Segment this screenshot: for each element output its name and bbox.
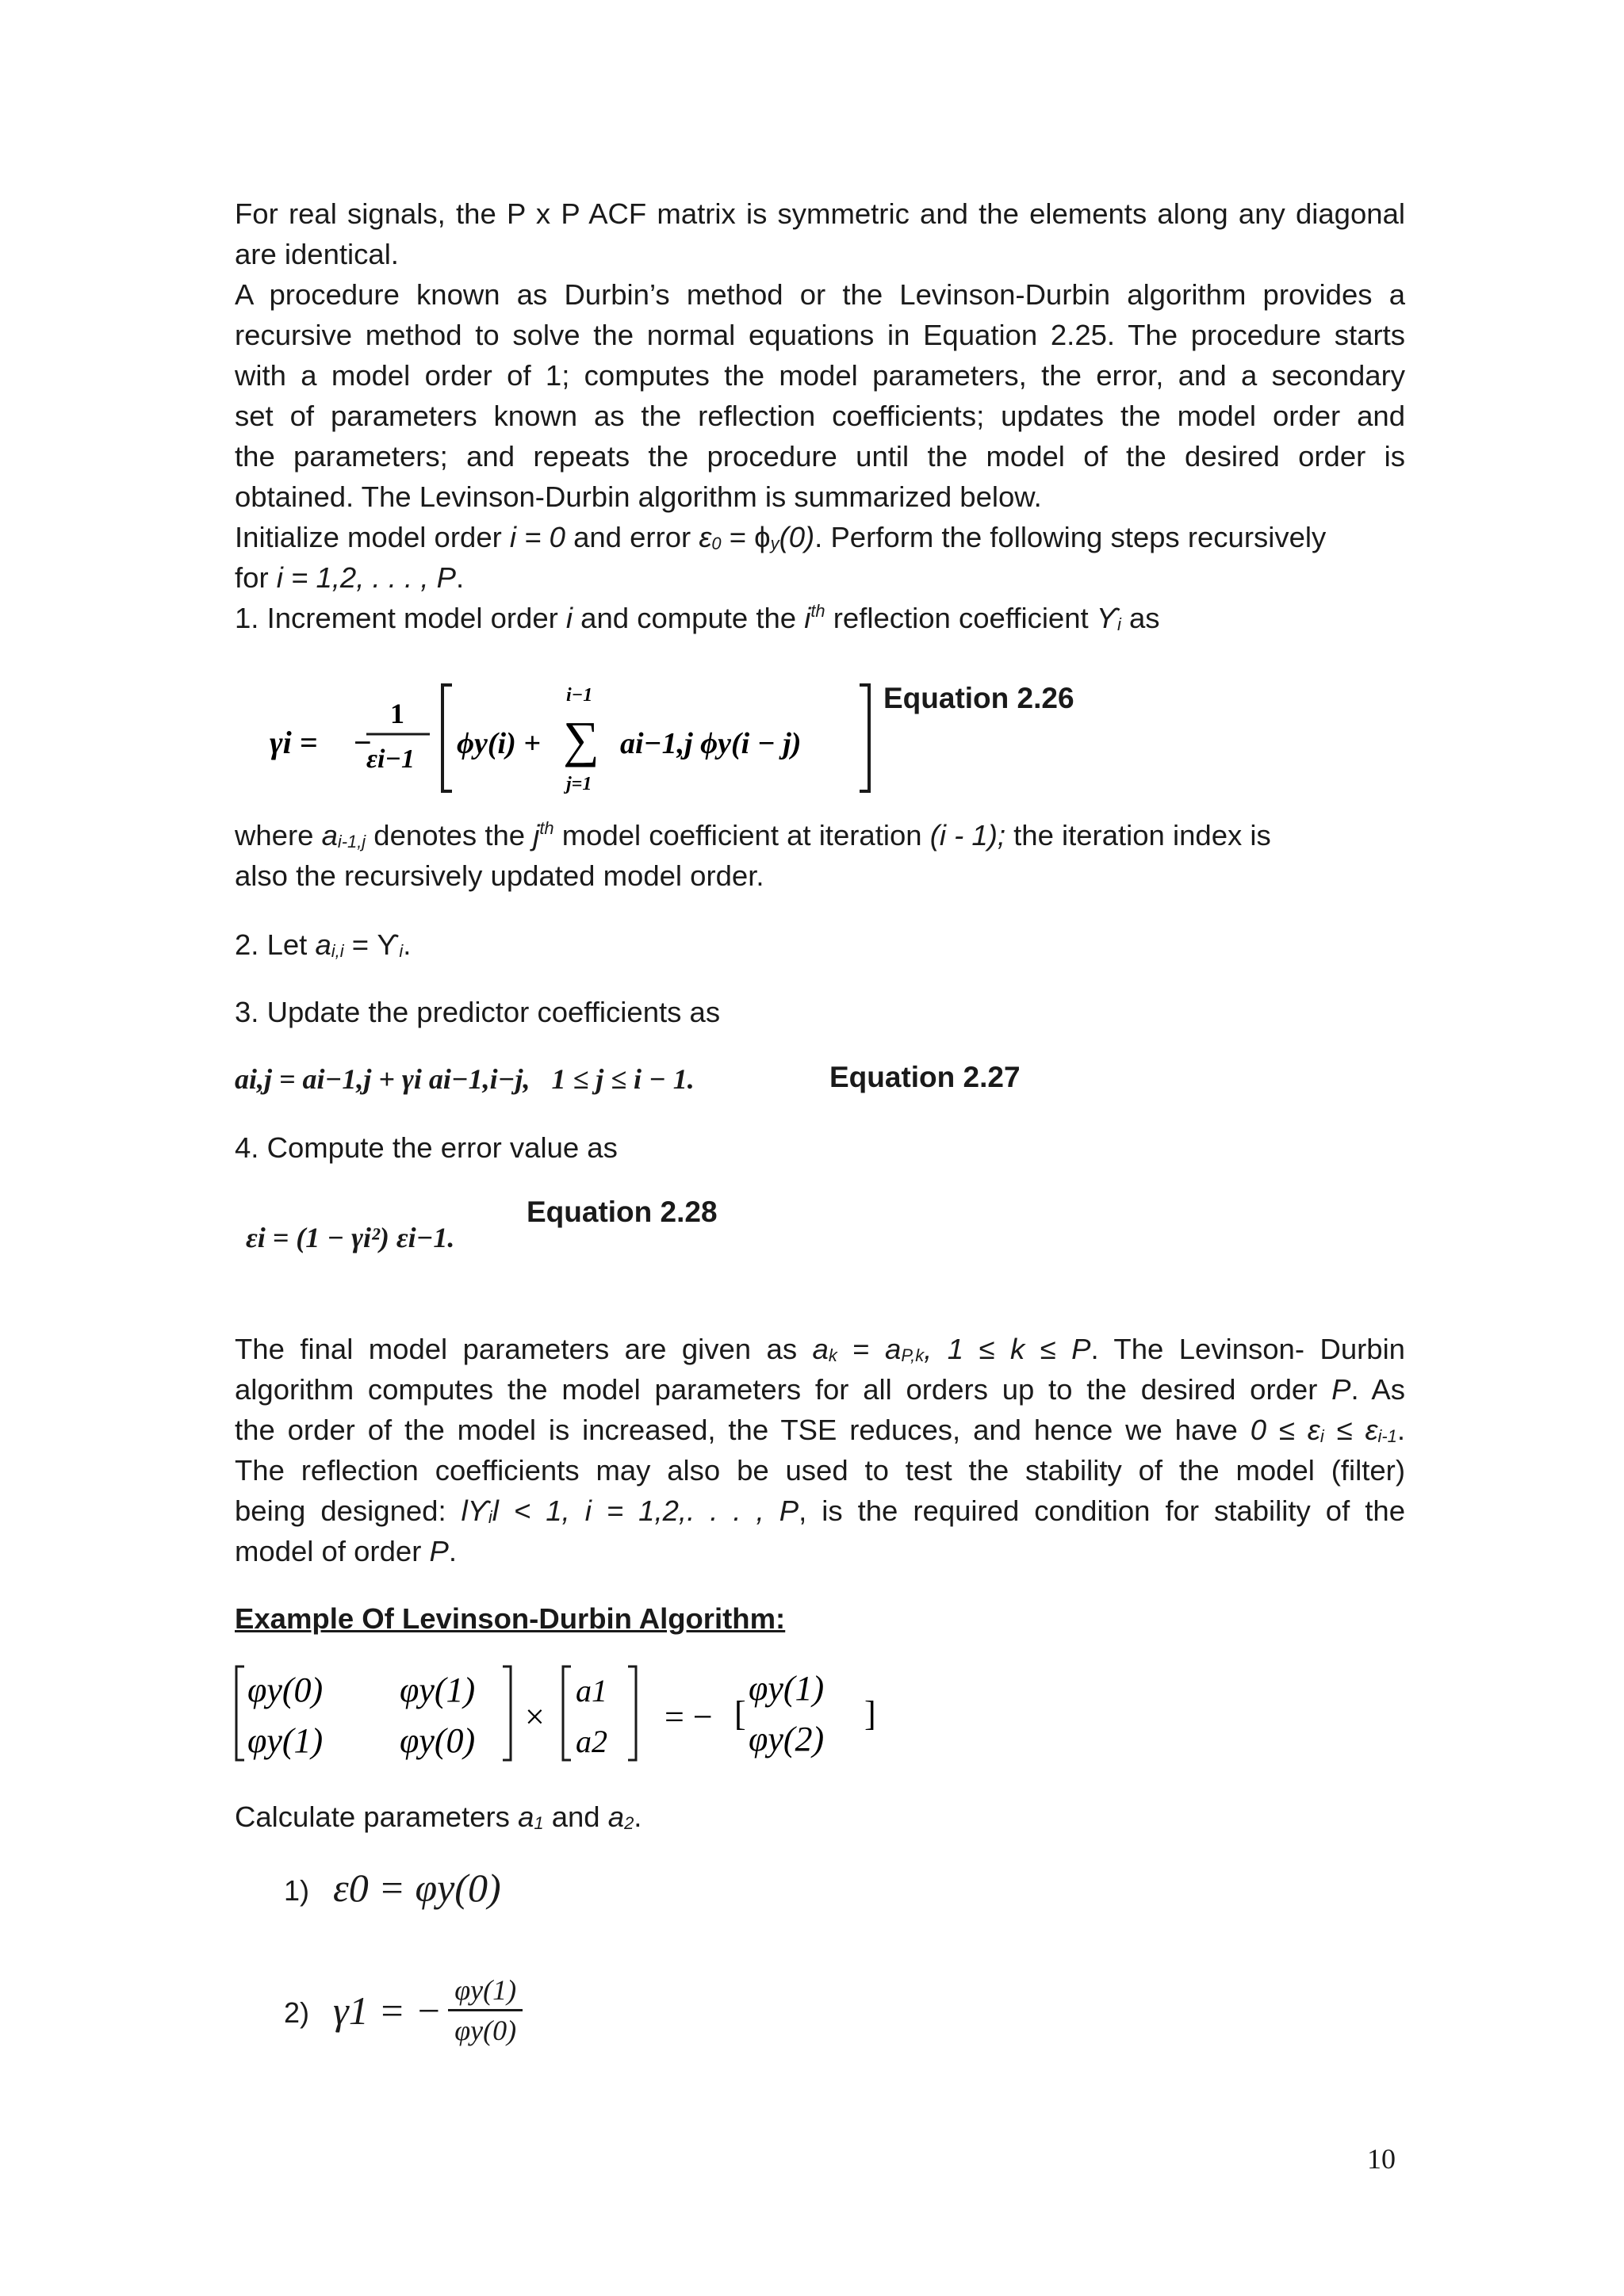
equation-label: Equation 2.26 xyxy=(883,682,1074,714)
subscript: i xyxy=(399,941,404,961)
subscript: 2 xyxy=(624,1813,634,1833)
eq-minus: − xyxy=(354,725,372,760)
text: being designed: xyxy=(235,1494,462,1527)
text-line: set of parameters known as the reflection coefficients; updates the model order and xyxy=(235,400,1405,432)
equation-2-27: ai,j = ai−1,j + γi ai−1,i−j, 1 ≤ j ≤ i − 1. xyxy=(235,1063,695,1095)
eq-sum-upper: i−1 xyxy=(566,685,593,706)
eq-sum-lower: j=1 xyxy=(566,774,592,794)
eq-frac-num: 1 xyxy=(390,698,404,729)
math-text: i xyxy=(804,602,811,634)
fraction xyxy=(448,1973,523,2048)
example-step-1-equation: ε0 = φy(0) xyxy=(333,1866,501,1910)
math-text: lϒ xyxy=(461,1494,488,1527)
text: . The Levinson- Durbin xyxy=(1090,1333,1405,1365)
sigma-symbol: ∑ xyxy=(563,711,599,767)
subscript: i xyxy=(1116,614,1121,634)
paragraph-durbin-method xyxy=(235,274,1405,517)
math-text: P xyxy=(429,1535,449,1567)
eq-phi-term: ϕy(i) + xyxy=(457,727,541,760)
text-line xyxy=(235,1490,1405,1531)
subscript: i xyxy=(1320,1426,1324,1446)
matrix-cell: φy(0) xyxy=(400,1721,476,1760)
gamma-lhs: γ1 = − xyxy=(333,1988,442,2033)
matrix-right-bracket xyxy=(503,1667,511,1760)
math-text: a xyxy=(812,1333,829,1365)
rhs-cell: φy(1) xyxy=(749,1669,825,1708)
subscript: i xyxy=(488,1507,492,1527)
math-text: j xyxy=(533,819,540,851)
text: algorithm computes the model parameters for all orders up to the desired order xyxy=(235,1373,1332,1406)
subscript: 1 xyxy=(534,1813,544,1833)
superscript: th xyxy=(539,818,554,838)
math-text: (0) xyxy=(779,521,815,553)
text-line xyxy=(235,1410,1405,1450)
text: . xyxy=(403,928,412,961)
text-line: with a model order of 1; computes the model parameters, the error, and a secondary xyxy=(235,359,1405,392)
text-line: obtained. The Levinson-Durbin algorithm is summarized below. xyxy=(235,480,1042,513)
text: = xyxy=(837,1333,886,1365)
rhs-right-bracket: ] xyxy=(864,1694,876,1733)
math-text: ≤ ε xyxy=(1323,1414,1378,1446)
step-1-text xyxy=(235,598,1405,638)
math-text: a xyxy=(321,819,338,851)
text: where xyxy=(235,819,322,851)
math-text: , 1 ≤ k ≤ P xyxy=(924,1333,1091,1365)
times-sign: × xyxy=(525,1697,545,1736)
example-heading: Example Of Levinson-Durbin Algorithm: xyxy=(235,1602,786,1635)
equation-2-28: εi = (1 − γi²) εi−1. xyxy=(246,1222,455,1253)
text: and compute the xyxy=(573,602,805,634)
text: denotes the xyxy=(366,819,534,851)
example-step-2-number: 2) xyxy=(284,1996,310,2029)
text: . Perform the following steps recursively xyxy=(814,521,1327,553)
text: . xyxy=(455,561,465,594)
matrix-cell: φy(1) xyxy=(400,1670,476,1709)
math-text: i = 0 xyxy=(509,521,565,553)
equation-label: Equation 2.27 xyxy=(829,1061,1021,1093)
text: and xyxy=(543,1800,608,1833)
example-step-1-number: 1) xyxy=(284,1874,310,1907)
fraction-denominator: φy(0) xyxy=(454,2015,517,2046)
vector-cell: a2 xyxy=(576,1724,607,1759)
text-line xyxy=(235,1329,1405,1369)
text-line: also the recursively updated model order. xyxy=(235,859,764,892)
text: The final model parameters are given as xyxy=(235,1333,813,1365)
text: Calculate parameters xyxy=(235,1800,519,1833)
eq-sum-body: ai−1,j ϕy(i − j) xyxy=(620,727,802,760)
paragraph-initialize xyxy=(235,517,1405,638)
eq-lhs: γi = xyxy=(270,725,318,760)
text-line: recursive method to solve the normal equations in Equation 2.25. The procedure starts xyxy=(235,319,1405,351)
text: = ϕ xyxy=(721,521,771,553)
equation-2-26 xyxy=(235,674,964,809)
subscript: P,k xyxy=(901,1345,925,1365)
text: 2. Let xyxy=(235,928,316,961)
text-line: A procedure known as Durbin’s method or the Levinson-Durbin algorithm provides a xyxy=(235,278,1405,311)
equals-minus: = − xyxy=(665,1697,713,1736)
math-text: (i - 1); xyxy=(929,819,1005,851)
text: 1. Increment model order xyxy=(235,602,566,634)
right-bracket xyxy=(860,685,869,791)
text-line xyxy=(235,815,1405,855)
vector-cell: a1 xyxy=(576,1673,607,1709)
text: Initialize model order xyxy=(235,521,510,553)
matrix-left-bracket xyxy=(236,1667,244,1760)
text: = ϒ xyxy=(343,928,400,961)
subscript: 0 xyxy=(711,534,722,553)
text-line: are identical. xyxy=(235,238,399,270)
text: model coefficient at iteration xyxy=(553,819,930,851)
math-text: a xyxy=(885,1333,902,1365)
fraction-numerator: φy(1) xyxy=(448,1973,523,2011)
step-2-text xyxy=(235,924,1405,965)
math-text: ϒ xyxy=(1096,602,1117,634)
text-line xyxy=(235,1369,1405,1410)
step-3-text: 3. Update the predictor coefficients as xyxy=(235,996,721,1028)
math-text: i = 1,2, . . . , P xyxy=(276,561,456,594)
eq-frac-den: εi−1 xyxy=(366,744,415,774)
equation-label: Equation 2.28 xyxy=(527,1196,718,1228)
math-text: P xyxy=(1331,1373,1351,1406)
text-line: the parameters; and repeats the procedure until the model of the desired order is xyxy=(235,440,1405,473)
subscript: k xyxy=(828,1345,837,1365)
text: . As xyxy=(1350,1373,1405,1406)
text-line xyxy=(235,1531,1405,1571)
math-text: 0 ≤ ε xyxy=(1250,1414,1320,1446)
text: . xyxy=(1396,1414,1405,1446)
text: the iteration index is xyxy=(1005,819,1271,851)
paragraph-where xyxy=(235,815,1405,896)
text-line: For real signals, the P x P ACF matrix is symmetric and the elements along any diagonal xyxy=(235,197,1405,230)
matrix-cell: φy(1) xyxy=(247,1721,324,1760)
math-text: a xyxy=(518,1800,534,1833)
math-text: a xyxy=(607,1800,625,1833)
matrix-equation xyxy=(235,1662,917,1765)
math-text: i xyxy=(565,602,573,634)
subscript: i-1,j xyxy=(337,832,366,851)
text-line: The reflection coefficients may also be used to test the stability of the model (filter) xyxy=(235,1454,1405,1487)
left-bracket xyxy=(442,685,452,791)
rhs-left-bracket: [ xyxy=(734,1694,746,1733)
subscript: y xyxy=(770,534,779,553)
math-text: a xyxy=(315,928,331,961)
math-text: ε xyxy=(699,521,712,553)
step-4-text: 4. Compute the error value as xyxy=(235,1131,618,1164)
text-line xyxy=(235,557,1405,598)
matrix-cell: φy(0) xyxy=(247,1670,324,1709)
example-step-2-equation xyxy=(333,1973,523,2048)
text: . xyxy=(634,1800,642,1833)
text: model of order xyxy=(235,1535,430,1567)
text: . xyxy=(448,1535,457,1567)
paragraph-acf-symmetric xyxy=(235,193,1405,274)
text: as xyxy=(1120,602,1160,634)
subscript: i,i xyxy=(331,941,344,961)
text: the order of the model is increased, the TSE reduces, and hence we have xyxy=(235,1414,1251,1446)
calculate-parameters-text xyxy=(235,1797,1405,1837)
text: for xyxy=(235,561,277,594)
text-line xyxy=(235,517,1405,557)
subscript: i-1 xyxy=(1377,1426,1397,1446)
superscript: th xyxy=(810,601,825,621)
page-number: 10 xyxy=(1367,2143,1396,2175)
text: reflection coefficient xyxy=(825,602,1097,634)
text: and error xyxy=(565,521,699,553)
paragraph-final-parameters xyxy=(235,1329,1405,1571)
text: , is the required condition for stability of the xyxy=(799,1494,1405,1527)
math-text: l < 1, i = 1,2,. . . , P xyxy=(492,1494,799,1527)
vector-right-bracket xyxy=(628,1667,636,1760)
rhs-cell: φy(2) xyxy=(749,1720,825,1758)
vector-left-bracket xyxy=(563,1667,571,1760)
